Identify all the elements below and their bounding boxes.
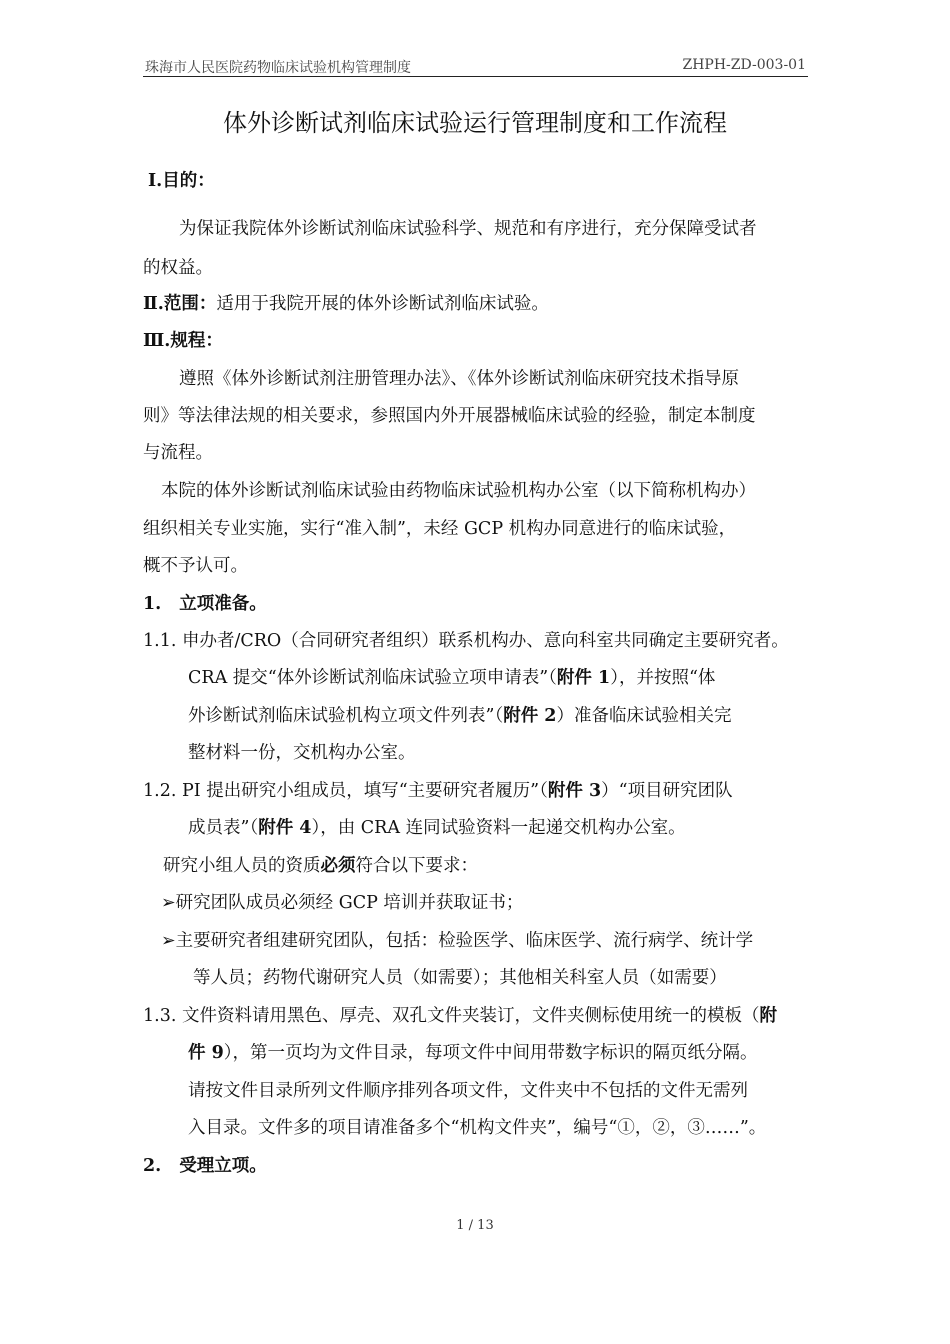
item-1-3-line-4: 入目录。文件多的项目请准备多个“机构文件夹”，编号“①，②，③……”。 [188, 1118, 767, 1138]
header-doc-series: 珠海市人民医院药物临床试验机构管理制度 [145, 60, 411, 76]
procedure-line-5: 组织相关专业实施，实行“准入制”，未经 GCP 机构办同意进行的临床试验， [143, 519, 737, 539]
document-title: 体外诊断试剂临床试验运行管理制度和工作流程 [223, 109, 727, 137]
item-1-3-line-1 [143, 1001, 811, 1031]
procedure-line-2: 则》等法律法规的相关要求，参照国内外开展器械临床试验的经验，制定本制度 [143, 406, 756, 426]
item-1-number: 1. [143, 594, 162, 614]
item-1-title: 立项准备。 [179, 594, 267, 614]
page-number: 1 / 13 [456, 1218, 494, 1233]
item-2-title: 受理立项。 [179, 1156, 267, 1176]
attachment-ref-9-start: 附 [759, 1006, 777, 1026]
item-1-3-line-2 [188, 1038, 813, 1068]
qualification-text: 研究小组人员的资质 [163, 856, 321, 876]
item-1-3-line-1-text: 1.3. 文件资料请用黑色、厚壳、双孔文件夹装订，文件夹侧标使用统一的模板（ [143, 1006, 760, 1026]
item-1-1-line-3 [188, 701, 813, 731]
qualification-must: 必须 [320, 856, 356, 876]
page-header [143, 54, 808, 77]
item-1-1-line-3-tail: ）准备临床试验相关完 [556, 706, 732, 726]
item-2-heading [143, 1151, 811, 1181]
item-1-2-line-2-text: 成员表”（ [188, 818, 259, 838]
item-1-heading [143, 589, 811, 619]
item-1-2-line-1 [143, 776, 811, 806]
attachment-ref-1: 附件 1 [556, 668, 611, 688]
item-1-3-line-2-text: ），第一页均为文件目录，每项文件中间用带数字标识的隔页纸分隔。 [223, 1043, 758, 1063]
purpose-line-1: 为保证我院体外诊断试剂临床试验科学、规范和有序进行，充分保障受试者 [179, 219, 757, 239]
attachment-ref-4: 附件 4 [258, 818, 312, 838]
item-1-3-line-3: 请按文件目录所列文件顺序排列各项文件，文件夹中不包括的文件无需列 [188, 1081, 748, 1101]
item-1-1-line-2-text: CRA 提交“体外诊断试剂临床试验立项申请表”（ [188, 668, 557, 688]
section-scope-text: 适用于我院开展的体外诊断试剂临床试验。 [216, 294, 549, 314]
item-1-1-line-4: 整材料一份，交机构办公室。 [188, 743, 416, 763]
item-1-2-line-2-tail: ），由 CRA 连同试验资料一起递交机构办公室。 [311, 818, 686, 838]
attachment-ref-9-end: 件 9 [188, 1043, 224, 1063]
procedure-line-4: 本院的体外诊断试剂临床试验由药物临床试验机构办公室（以下简称机构办） [161, 481, 756, 501]
section-scope-heading: Ⅱ.范围： [143, 294, 217, 314]
attachment-ref-2: 附件 2 [503, 706, 557, 726]
item-1-2-line-2 [188, 813, 813, 843]
item-2-number: 2. [143, 1156, 162, 1176]
qualification-tail: 符合以下要求： [355, 856, 478, 876]
header-doc-code: ZHPH-ZD-003-01 [682, 57, 806, 73]
item-1-2-line-1-text: 1.2. PI 提出研究小组成员，填写“主要研究者履历”（ [143, 781, 548, 801]
purpose-line-2: 的权益。 [143, 258, 213, 278]
section-scope [143, 289, 811, 319]
qualification-requirement [163, 851, 813, 881]
item-1-2-line-1-tail: ）“项目研究团队 [601, 781, 733, 801]
procedure-line-6: 概不予认可。 [143, 556, 248, 576]
bullet-gcp-training: ➢研究团队成员必须经 GCP 培训并获取证书； [161, 893, 524, 913]
bullet-team-composition-line-1: ➢主要研究者组建研究团队，包括：检验医学、临床医学、流行病学、统计学 [161, 931, 754, 951]
section-purpose-heading: Ⅰ.目的： [148, 171, 215, 191]
item-1-1-line-1: 1.1. 申办者/CRO（合同研究者组织）联系机构办、意向科室共同确定主要研究者。 [143, 631, 789, 651]
procedure-line-1: 遵照《体外诊断试剂注册管理办法》、《体外诊断试剂临床研究技术指导原 [179, 369, 739, 389]
bullet-team-composition-line-2: 等人员；药物代谢研究人员（如需要）；其他相关科室人员（如需要） [193, 968, 727, 988]
attachment-ref-3: 附件 3 [547, 781, 602, 801]
item-1-1-line-2 [188, 663, 813, 693]
procedure-line-3: 与流程。 [143, 443, 213, 463]
section-procedure-heading: Ⅲ.规程： [143, 331, 223, 351]
item-1-1-line-2-tail: ），并按照“体 [610, 668, 716, 688]
item-1-1-line-3-text: 外诊断试剂临床试验机构立项文件列表”（ [188, 706, 504, 726]
